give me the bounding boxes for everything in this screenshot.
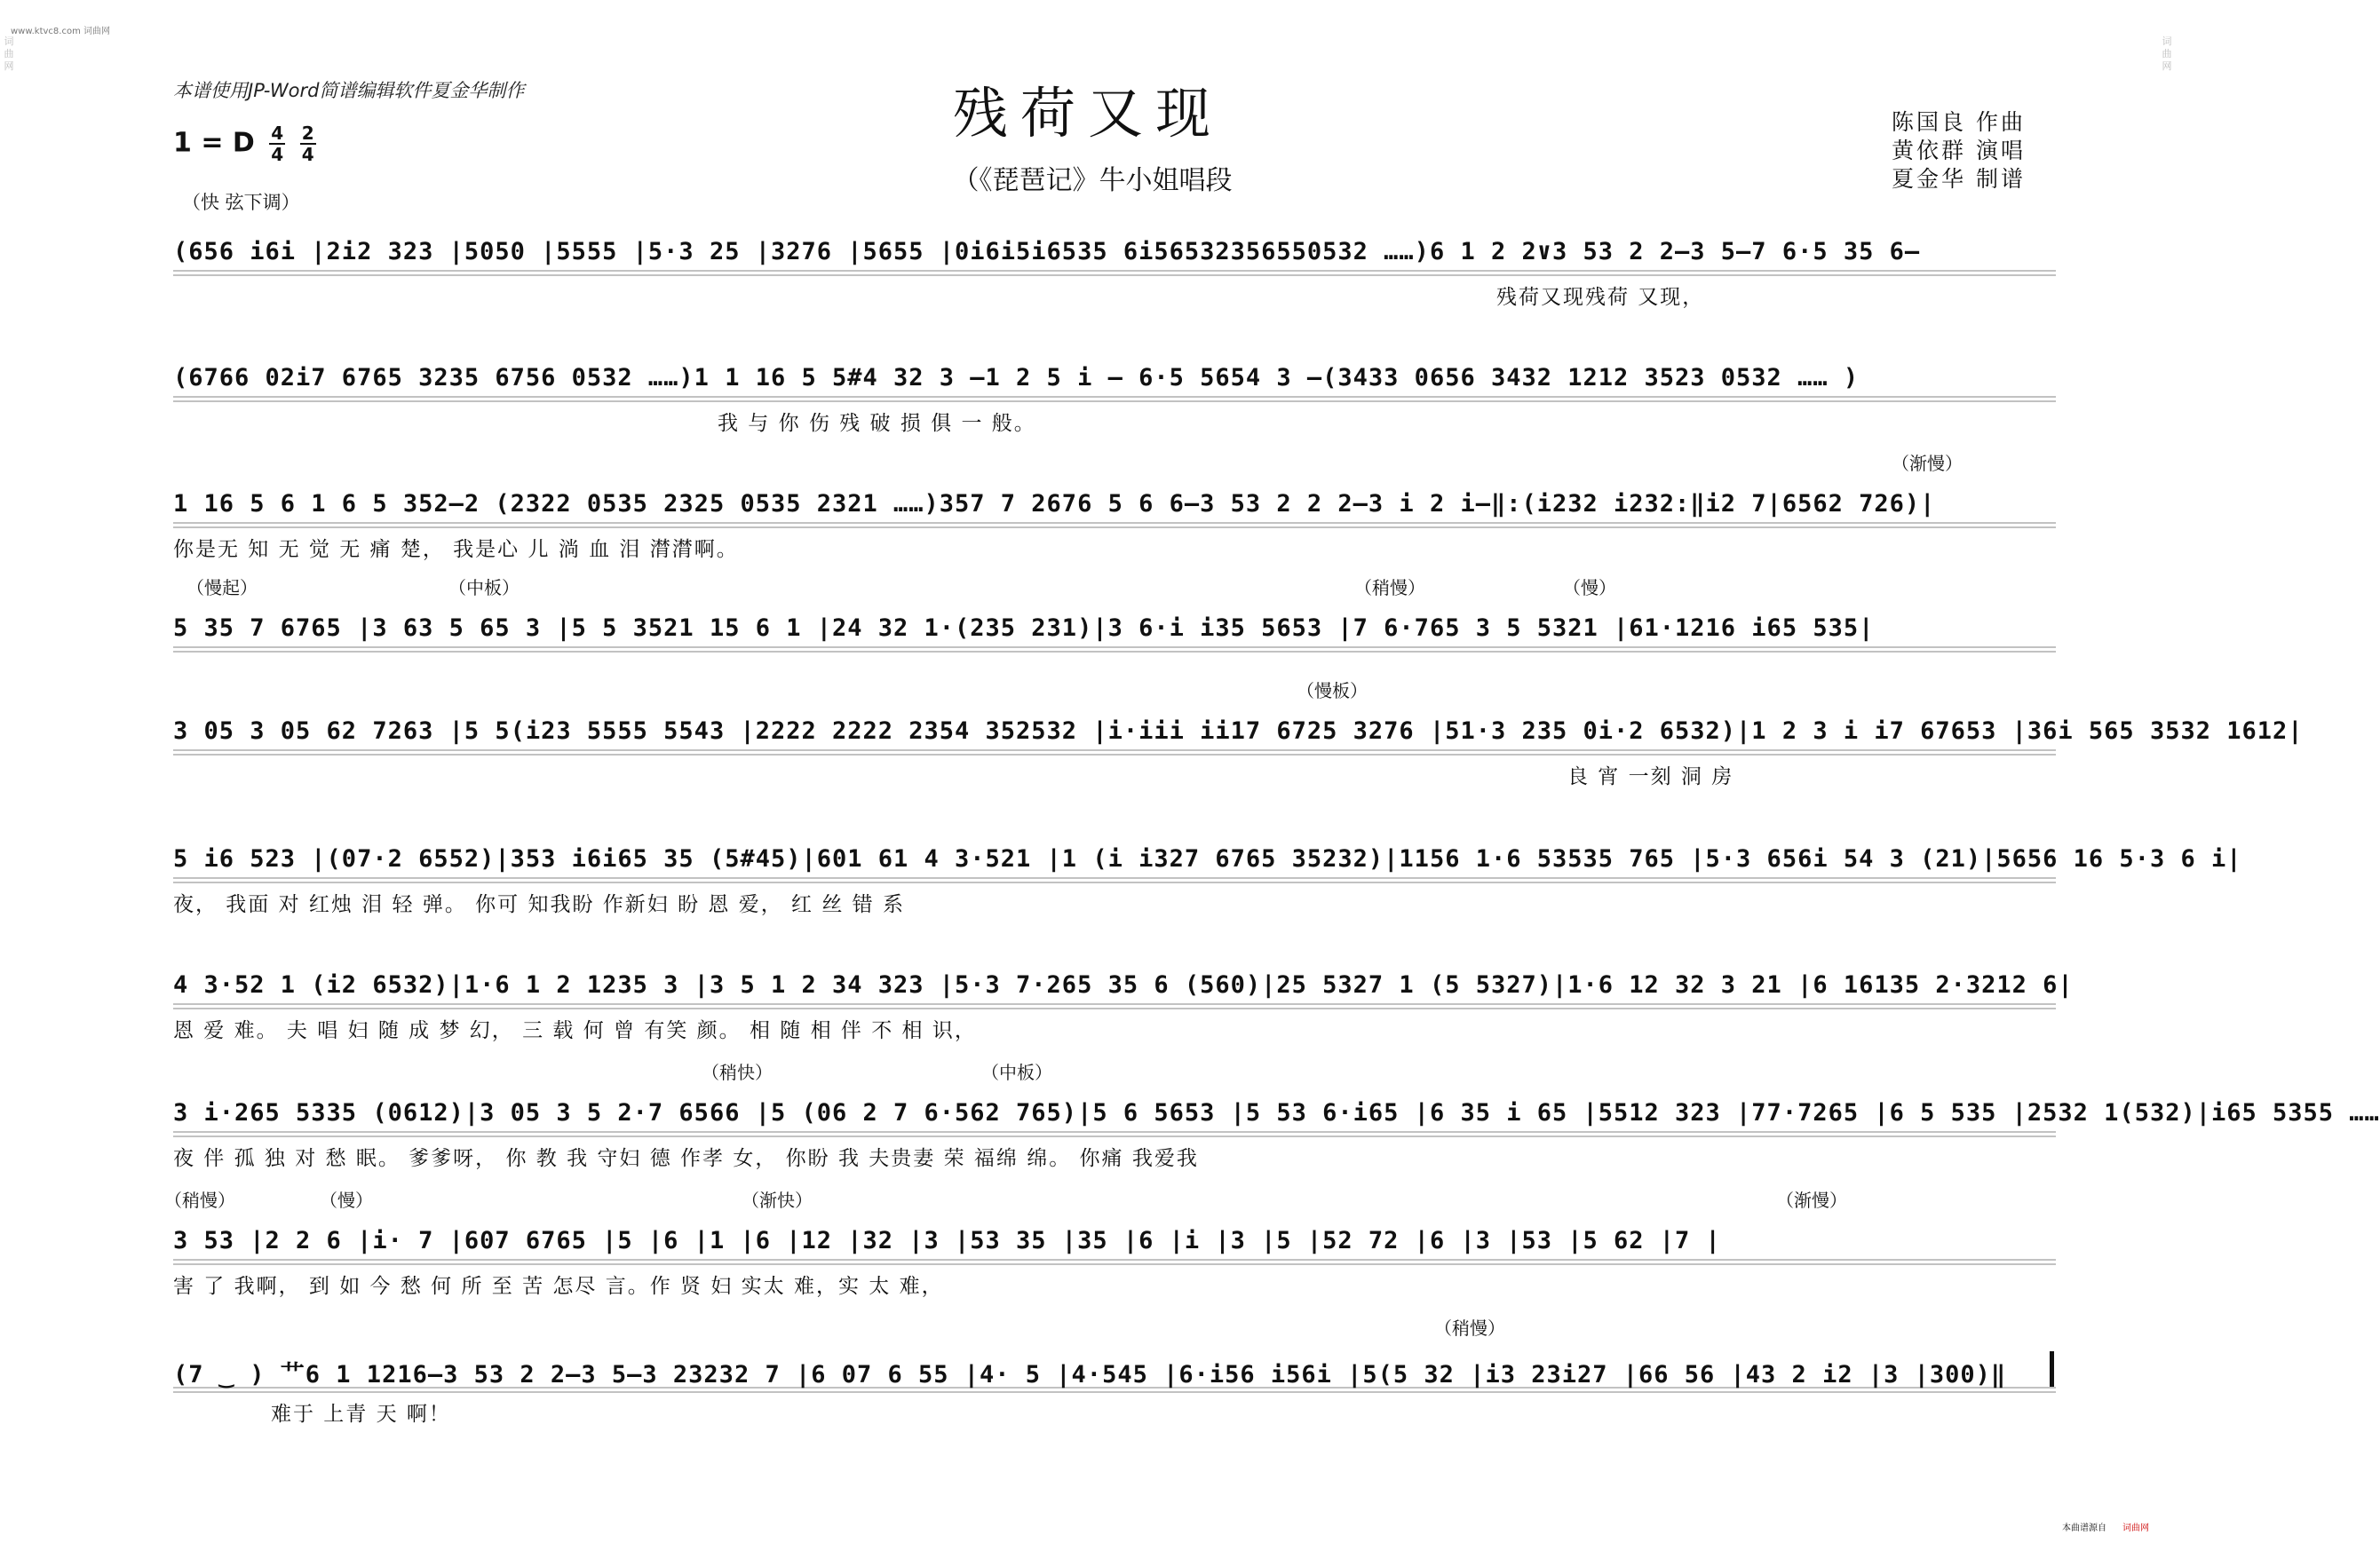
notation-line: 3 05 3 05 62 7263 |5 5(i23 5555 5543 |2222 2222 2354 352532 |i·iii ii17 6725 3276 |51·3 235 0i·2 6532)|1 2 3 i i7 67653 |36i 565 3532 1612| xyxy=(173,717,2304,745)
tempo-mark: （中板） xyxy=(448,577,520,598)
tempo-mark: （渐慢） xyxy=(1892,453,1963,474)
song-subtitle: （《琵琶记》牛小姐唱段 xyxy=(952,165,1233,196)
time-sig-top: 4 xyxy=(271,123,284,144)
notation-line: 3 i·265 5335 (0612)|3 05 3 5 2·7 6566 |5 (06 2 7 6·562 765)|5 6 5653 |5 53 6·i65 |6 35 i 65 |5512 323 |77·7265 |6 5 535 |2532 1(532)|i65 5355 …… xyxy=(173,1099,2380,1127)
lyric-line: 你是无 知 无 觉 无 痛 楚， 我是心 儿 淌 血 泪 潸潸啊。 xyxy=(173,538,739,561)
tempo-mark: （中板） xyxy=(981,1062,1052,1083)
lyric-line: 我 与 你 伤 残 破 损 俱 一 般。 xyxy=(718,412,1036,435)
tempo-mark: （稍慢） xyxy=(1434,1318,1505,1339)
time-sig-bottom: 4 xyxy=(301,144,314,165)
time-signature-2-4 xyxy=(300,124,316,163)
side-watermark-left: 词曲网 xyxy=(4,36,14,72)
tempo-mark: （慢起） xyxy=(186,577,258,598)
notation-line: 1 16 5 6 1 6 5 352–2 (2322 0535 2325 0535 2321 ……)357 7 2676 5 6 6–3 53 2 2 2–3 i 2 i–‖:(i232 i232:‖i2 7|6562 726)| xyxy=(173,490,1936,518)
footer-source-label: 本曲谱源自 xyxy=(2062,1523,2106,1533)
lyric-line: 恩 爱 难。 夫 唱 妇 随 成 梦 幻， 三 载 何 曾 有笑 颜。 相 随 相 伴 不 相 识， xyxy=(173,1019,977,1042)
underline-beams xyxy=(173,1131,2056,1137)
underline-beams xyxy=(173,270,2056,276)
tempo-mark: （慢板） xyxy=(1297,680,1368,701)
notation-line: 4 3·52 1 (i2 6532)|1·6 1 2 1235 3 |3 5 1 2 34 323 |5·3 7·265 35 6 (560)|25 5327 1 (5 5327)|1·6 12 32 3 21 |6 16135 2·3212 6| xyxy=(173,971,2074,999)
lyric-line: 难于 上青 天 啊！ xyxy=(271,1403,451,1426)
time-sig-bottom: 4 xyxy=(271,144,284,165)
underline-beams xyxy=(173,1387,2056,1393)
singer-credit: 黄依群 演唱 xyxy=(1892,138,2026,163)
final-barline xyxy=(2050,1351,2054,1387)
tempo-mark: （稍快） xyxy=(702,1062,773,1083)
notation-line: (656 i6i |2i2 323 |5050 |5555 |5·3 25 |3276 |5655 |0i6i5i6535 6i56532356550532 ……)6 1 2 2∨3 53 2 2–3 5–7 6·5 35 6– xyxy=(173,238,1921,265)
prelude-tempo-mark: （快 弦下调） xyxy=(182,192,300,213)
composer-credit: 陈国良 作曲 xyxy=(1892,109,2026,135)
underline-beams xyxy=(173,1259,2056,1265)
tempo-mark: （慢） xyxy=(320,1190,373,1211)
site-watermark: www.ktvc8.com 词曲网 xyxy=(11,27,111,36)
notation-line: 3 53 |2 2 6 |i· 7 |607 6765 |5 |6 |1 |6 |12 |32 |3 |53 35 |35 |6 |i |3 |5 |52 72 |6 |3 |53 |5 62 |7 | xyxy=(173,1227,1721,1254)
underline-beams xyxy=(173,749,2056,756)
notation-line: 5 i6 523 |(07·2 6552)|353 i6i65 35 (5#45)|601 61 4 3·521 |1 (i i327 6765 35232)|1156 1·6 53535 765 |5·3 656i 54 3 (21)|5656 16 5·3 6 i| xyxy=(173,845,2242,873)
footer-site-label: 词曲网 xyxy=(2122,1523,2149,1533)
time-sig-top: 2 xyxy=(301,123,314,144)
arranger-credit: 夏金华 制谱 xyxy=(1892,166,2026,192)
lyric-line: 残荷又现残荷 又现， xyxy=(1496,286,1705,309)
software-credit: 本谱使用JP-Word简谱编辑软件夏金华制作 xyxy=(173,80,525,101)
underline-beams xyxy=(173,1003,2056,1009)
underline-beams xyxy=(173,522,2056,528)
side-watermark-right: 词曲网 xyxy=(2162,36,2172,72)
time-signature-4-4 xyxy=(269,124,285,163)
underline-beams xyxy=(173,877,2056,883)
tempo-mark: （稍慢） xyxy=(164,1190,235,1211)
lyric-line: 害 了 我啊， 到 如 今 愁 何 所 至 苦 怎尽 言。作 贤 妇 实太 难，实 太 难， xyxy=(173,1275,944,1298)
notation-line: (7 ‿ ) 艹6 1 1216–3 53 2 2–3 5–3 23232 7 |6 07 6 55 |4· 5 |4·545 |6·i56 i56i |5(5 32 |i3 23i27 |66 56 |43 2 i2 |3 |300)‖ xyxy=(173,1361,2007,1389)
tempo-mark: （稍慢） xyxy=(1354,577,1425,598)
key-signature xyxy=(173,124,316,163)
tempo-mark: （慢） xyxy=(1563,577,1616,598)
lyric-line: 夜 伴 孤 独 对 愁 眠。 爹爹呀， 你 教 我 守妇 德 作孝 女， 你盼 我 夫贵妻 荣 福绵 绵。 你痛 我爱我 xyxy=(173,1147,1199,1170)
underline-beams xyxy=(173,396,2056,402)
underline-beams xyxy=(173,646,2056,653)
tempo-mark: （渐快） xyxy=(742,1190,813,1211)
lyric-line: 良 宵 一刻 洞 房 xyxy=(1567,765,1734,788)
key-label: 1 = D xyxy=(173,127,255,159)
tempo-mark: （渐慢） xyxy=(1776,1190,1847,1211)
lyric-line: 夜， 我面 对 红烛 泪 轻 弹。 你可 知我盼 作新妇 盼 恩 爱， 红 丝 错 系 xyxy=(173,893,905,916)
notation-line: 5 35 7 6765 |3 63 5 65 3 |5 5 3521 15 6 1 |24 32 1·(235 231)|3 6·i i35 5653 |7 6·765 3 5 5321 |61·1216 i65 535| xyxy=(173,614,1875,642)
notation-line: (6766 02i7 6765 3235 6756 0532 ……)1 1 16 5 5#4 32 3 –1 2 5 i – 6·5 5654 3 –(3433 0656 3432 1212 3523 0532 …… ) xyxy=(173,364,1860,392)
song-title: 残荷又现 xyxy=(952,81,1223,146)
